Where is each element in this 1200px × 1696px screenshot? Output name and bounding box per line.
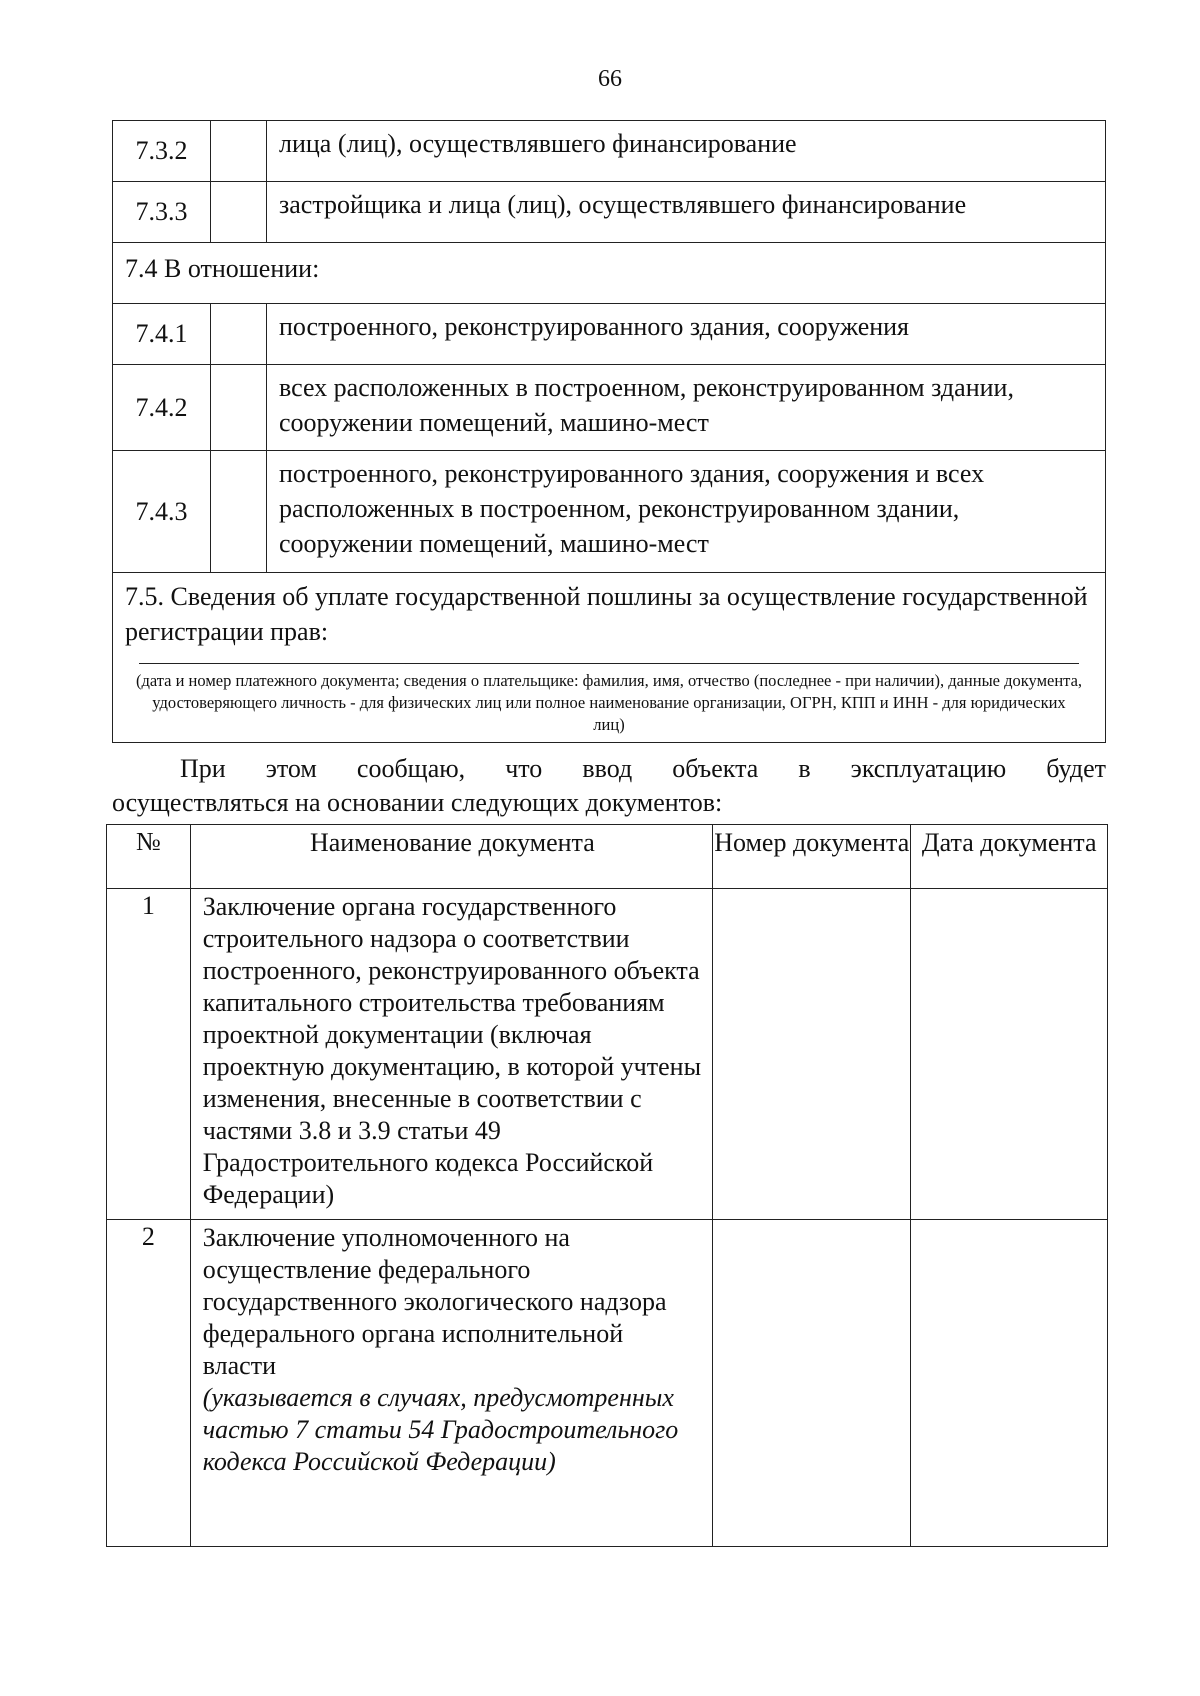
row-7-3-2: [113, 121, 1106, 182]
checkbox-cell[interactable]: [211, 182, 267, 243]
row-num: 2: [107, 1220, 191, 1547]
table-header: [107, 825, 1108, 889]
item-text: всех расположенных в построенном, реконструированном здании, сооружении помещений, машино-мест: [267, 365, 1106, 451]
doc-name: Заключение уполномоченного на осуществление федерального государственного экологического надзора федерального органа исполнительной власти: [202, 1223, 667, 1380]
item-text: лица (лиц), осуществлявшего финансирование: [267, 121, 1106, 182]
header-doc-date: Дата документа: [911, 825, 1108, 889]
header-doc-number: Номер документа: [713, 825, 911, 889]
item-number: 7.3.2: [113, 121, 211, 182]
header-name: Наименование документа: [190, 825, 712, 889]
item-text: построенного, реконструированного здания, сооружения и всех расположенных в построенном, реконструированном здании, сооружении помещений, машино-мест: [267, 451, 1106, 573]
row-7-4-3: [113, 451, 1106, 573]
item-number: 7.3.3: [113, 182, 211, 243]
item-number: 7.4.1: [113, 304, 211, 365]
checkbox-cell[interactable]: [211, 451, 267, 573]
checkbox-cell[interactable]: [211, 121, 267, 182]
item-text: застройщика и лица (лиц), осуществлявшего финансирование: [267, 182, 1106, 243]
section-title: 7.4 В отношении:: [113, 243, 1106, 304]
doc-name: Заключение органа государственного строительного надзора о соответствии построенного, реконструированного объекта капитального строительства требованиям проектной документации (включая проектную документацию, в которой учтены изменения, внесенные в соответствии с частями 3.8 и 3.9 статьи 49 Градостроительного кодекса Российской Федерации): [202, 892, 702, 1209]
row-name: [190, 1220, 712, 1547]
doc-date-cell[interactable]: [911, 889, 1108, 1220]
doc-note: (указывается в случаях, предусмотренных частью 7 статьи 54 Градостроительного кодекса Российской Федерации): [202, 1383, 679, 1476]
checkbox-cell[interactable]: [211, 304, 267, 365]
table-row: [107, 889, 1108, 1220]
doc-number-cell[interactable]: [713, 1220, 911, 1547]
row-num: 1: [107, 889, 191, 1220]
row-7-3-3: [113, 182, 1106, 243]
doc-date-cell[interactable]: [911, 1220, 1108, 1547]
fee-hint: (дата и номер платежного документа; сведения о плательщике: фамилия, имя, отчество (последнее - при наличии), данные документа, удостоверяющего личность - для физических лиц или полное наименование организации, ОГРН, КПП и ИНН - для юридических лиц): [135, 671, 1083, 734]
row-7-4-1: [113, 304, 1106, 365]
fee-cell: [113, 573, 1106, 743]
table-row: [107, 1220, 1108, 1547]
section-title: 7.5. Сведения об уплате государственной пошлины за осуществление государственной регистрации прав:: [125, 582, 1088, 646]
item-number: 7.4.3: [113, 451, 211, 573]
intro-paragraph: [112, 752, 1106, 820]
registration-details-table: [112, 120, 1106, 743]
section-7-4-header: [113, 243, 1106, 304]
intro-line-2: осуществляться на основании следующих документов:: [112, 788, 723, 817]
item-text: построенного, реконструированного здания, сооружения: [267, 304, 1106, 365]
header-num: №: [107, 825, 191, 889]
doc-number-cell[interactable]: [713, 889, 911, 1220]
page-number: 66: [598, 66, 622, 92]
documents-table: [106, 824, 1108, 1547]
section-7-5: [113, 573, 1106, 743]
row-7-4-2: [113, 365, 1106, 451]
row-name: [190, 889, 712, 1220]
checkbox-cell[interactable]: [211, 365, 267, 451]
item-number: 7.4.2: [113, 365, 211, 451]
intro-line-1: При этом сообщаю, что ввод объекта в эксплуатацию будет: [180, 754, 1106, 783]
